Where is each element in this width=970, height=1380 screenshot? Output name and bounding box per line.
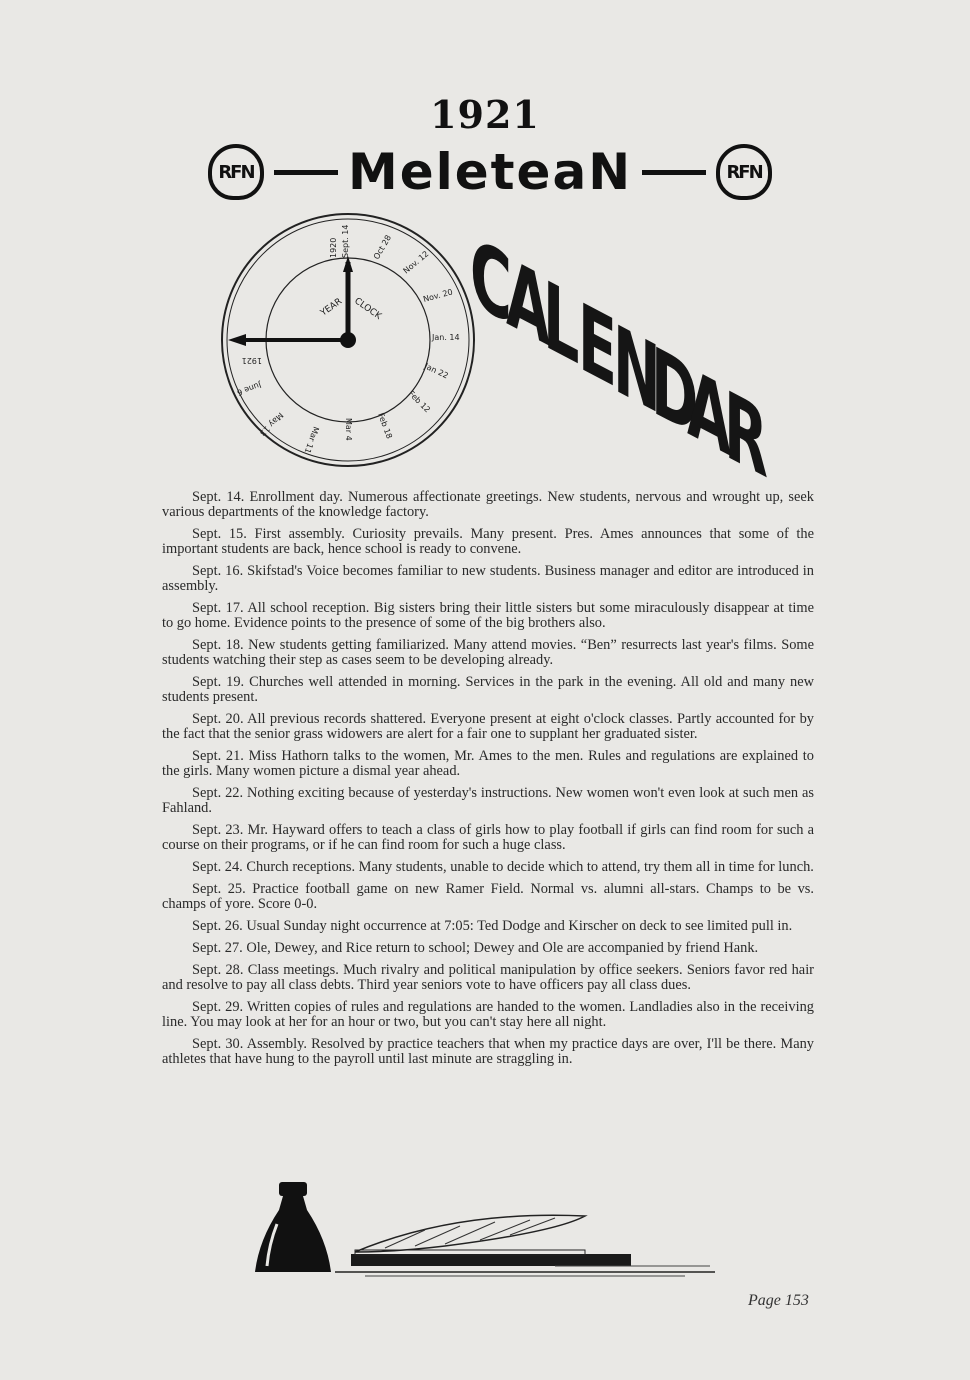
entry-date: Sept. 18. (192, 637, 244, 653)
monogram-left: RFN (208, 144, 264, 200)
clock-date-label: May 13 (257, 410, 285, 438)
entry-date: Sept. 27. (192, 940, 243, 956)
calendar-entry (162, 564, 814, 594)
entry-date: Sept. 16. (192, 563, 244, 579)
calendar-entry (162, 882, 814, 912)
calendar-entry (162, 675, 814, 705)
entry-text: Assembly. Resolved by practice teachers that when my practice days are over, I'll be there. Many athletes that have hung to the payroll until last minute are straggling in. (162, 1036, 814, 1067)
clock-date-label: Jan 22 (423, 361, 450, 381)
calendar-entry (162, 941, 814, 956)
entry-date: Sept. 30. (192, 1036, 244, 1052)
entry-text: All school reception. Big sisters bring their little sisters but some miraculously disappear at time to go home. Evidence points to the presence of some of the big brothers also. (162, 600, 814, 631)
monogram-right: RFN (716, 144, 772, 200)
clock-date-label: 1921 (241, 356, 262, 365)
entry-text: Skifstad's Voice becomes familiar to new students. Business manager and editor are introduced in assembly. (162, 563, 814, 594)
entry-text: Church receptions. Many students, unable to decide which to attend, try them all in time for lunch. (246, 859, 814, 875)
page-number: Page 153 (748, 1292, 809, 1309)
entry-date: Sept. 29. (192, 999, 244, 1015)
entry-text: All previous records shattered. Everyone present at eight o'clock classes. Partly accounted for by the fact that the senior grass widowers are alert for a fair one to supplant her graduated sister. (162, 711, 814, 742)
calendar-entry (162, 749, 814, 779)
entry-text: Enrollment day. Numerous affectionate greetings. New students, nervous and wrought up, seek various departments of the knowledge factory. (162, 489, 814, 520)
clock-date-label: Oct 28 (371, 233, 394, 261)
dash-right (642, 170, 706, 175)
entry-text: New students getting familiarized. Many attend movies. “Ben” resurrects last year's films. Some students watching their step as cases seem to be developing already. (162, 637, 814, 668)
calendar-entry (162, 860, 814, 875)
calendar-letter: R (724, 370, 768, 501)
year-heading: 1921 (430, 92, 540, 137)
clock-date-label: Sept. 14 (341, 224, 350, 258)
calendar-entry (162, 527, 814, 557)
entry-text: Nothing exciting because of yesterday's instructions. New women won't even look at such men as Fahland. (162, 785, 814, 816)
clock-date-label: Mar 11 (302, 425, 321, 455)
entry-text: Mr. Hayward offers to teach a class of girls how to play football if girls can find room for such a course on their programs, or if he can find room for such a huge class. (162, 822, 814, 853)
entry-text: Ole, Dewey, and Rice return to school; Dewey and Ole are accompanied by friend Hank. (246, 940, 759, 956)
calendar-entries (162, 490, 814, 1074)
clock-inner-label-left: YEAR (318, 296, 345, 319)
entry-text: Miss Hathorn talks to the women, Mr. Ames to the men. Rules and regulations are explained to the girls. Many women picture a dismal year ahead. (162, 748, 814, 779)
calendar-entry (162, 601, 814, 631)
calendar-letter: L (543, 260, 580, 387)
yearbook-title: MeleteaN (347, 143, 633, 201)
clock-date-label: 1920 (329, 237, 338, 258)
entry-text: Written copies of rules and regulations are handed to the women. Landladies also in the receiving line. You may look at her for an hour or two, but you can't stay here all night. (162, 999, 814, 1030)
calendar-entry (162, 786, 814, 816)
clock-date-label: Mar 4 (344, 418, 353, 441)
calendar-letter: A (506, 238, 551, 369)
clock-date-label: Nov. 20 (422, 287, 454, 304)
calendar-entry (162, 1000, 814, 1030)
entry-date: Sept. 21. (192, 748, 244, 764)
entry-date: Sept. 19. (192, 674, 245, 690)
clock-minute-hand-tip (228, 334, 246, 346)
calendar-entry (162, 490, 814, 520)
entry-date: Sept. 25. (192, 881, 246, 897)
entry-text: Usual Sunday night occurrence at 7:05: Ted Dodge and Kirscher on deck to see limited pull in. (246, 918, 793, 934)
entry-date: Sept. 15. (192, 526, 247, 542)
entry-date: Sept. 24. (192, 859, 243, 875)
calendar-letter: D (651, 326, 699, 458)
entry-date: Sept. 14. (192, 489, 245, 505)
clock-date-label: Jan. 14 (432, 333, 460, 342)
calendar-letter: C (470, 217, 512, 346)
entry-date: Sept. 17. (192, 600, 244, 616)
entry-date: Sept. 26. (192, 918, 243, 934)
calendar-entry (162, 712, 814, 742)
title-banner (190, 140, 790, 204)
clock-inner-label-right: CLOCK (352, 296, 383, 322)
dash-left (274, 170, 338, 175)
entry-text: Class meetings. Much rivalry and political manipulation by office seekers. Seniors favor red hair and resolve to pay all class debts. Third year seniors vote to have officers pay all class dues. (162, 962, 814, 993)
calendar-entry (162, 919, 814, 934)
entry-text: Churches well attended in morning. Services in the park in the evening. All old and many new students present. (162, 674, 814, 705)
clock-date-label: June 6 (235, 380, 263, 398)
entry-date: Sept. 23. (192, 822, 244, 838)
calendar-letter: A (687, 348, 732, 479)
year-clock-illustration (218, 212, 478, 468)
calendar-entry (162, 1037, 814, 1067)
clock-date-label: Feb 18 (376, 411, 394, 440)
clock-date-label: Nov. 12 (401, 249, 431, 276)
entry-date: Sept. 28. (192, 962, 244, 978)
inkwell-cap (279, 1182, 307, 1196)
calendar-letter: E (578, 282, 617, 410)
clock-center-hub (340, 332, 356, 348)
entry-date: Sept. 22. (192, 785, 244, 801)
entry-date: Sept. 20. (192, 711, 244, 727)
entry-text: Practice football game on new Ramer Field. Normal vs. alumni all-stars. Champs to be vs. champs of yore. Score 0-0. (162, 881, 814, 912)
calendar-letter: N (613, 304, 661, 437)
clock-date-label: Feb 12 (406, 389, 432, 415)
inkwell-quill-illustration (255, 1180, 720, 1280)
calendar-entry (162, 638, 814, 668)
entry-text: First assembly. Curiosity prevails. Many present. Pres. Ames announces that some of the important students are back, hence school is ready to convene. (162, 526, 814, 557)
book-stack (351, 1254, 631, 1266)
calendar-entry (162, 963, 814, 993)
calendar-entry (162, 823, 814, 853)
